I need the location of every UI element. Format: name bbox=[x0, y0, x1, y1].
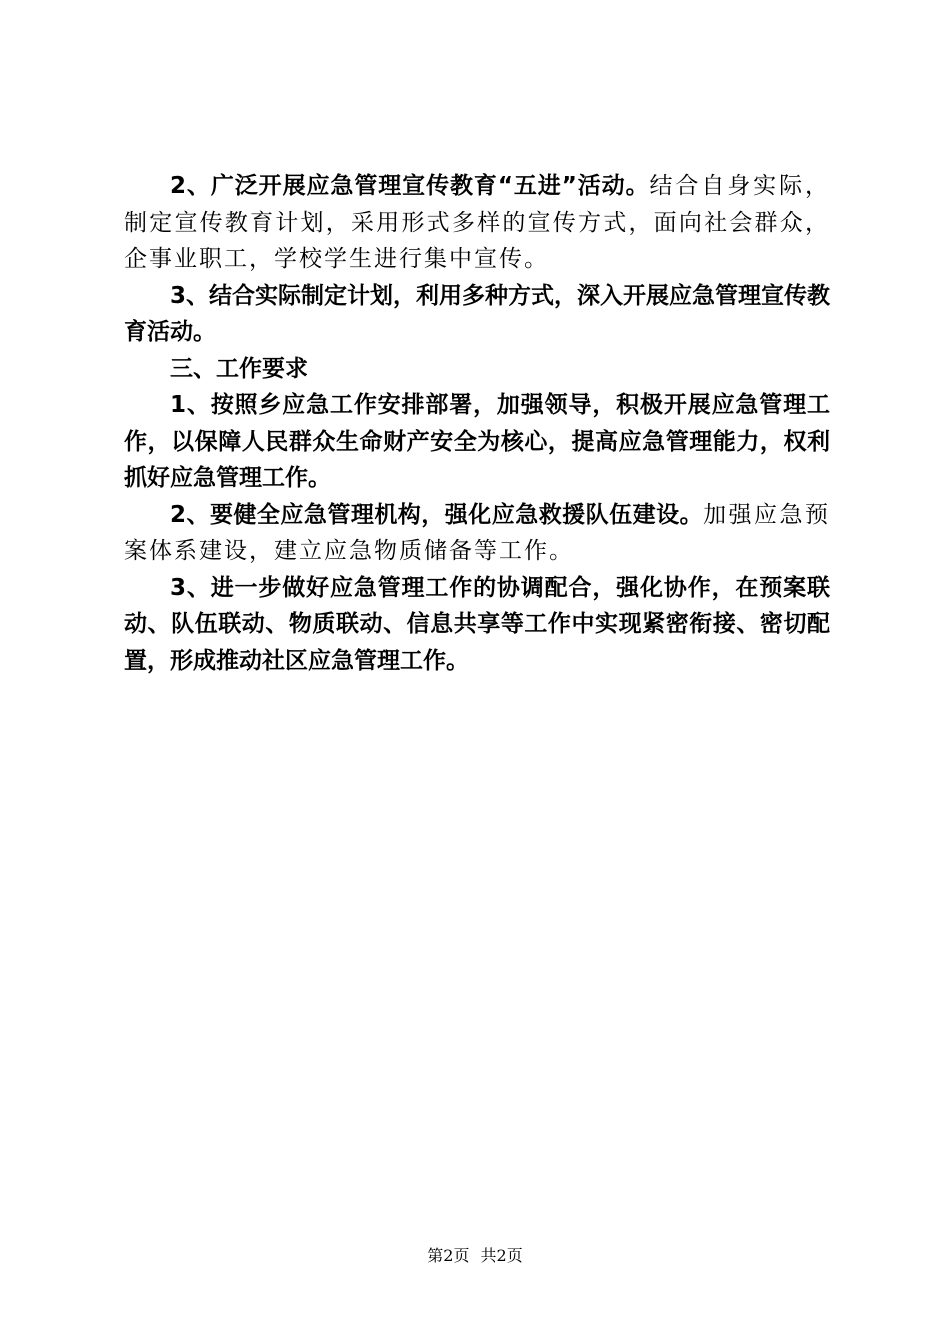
paragraph-bold-text: 2、要健全应急管理机构，强化应急救援队伍建设。 bbox=[170, 501, 704, 528]
page-footer bbox=[0, 1243, 950, 1266]
paragraph-requirement-2 bbox=[124, 497, 830, 570]
paragraph-bold-text: 3、结合实际制定计划，利用多种方式，深入开展应急管理宣传教育活动。 bbox=[124, 282, 831, 345]
paragraph-requirement-3 bbox=[124, 570, 830, 680]
paragraph-bold-text: 2、广泛开展应急管理宣传教育“五进”活动。 bbox=[170, 173, 650, 199]
paragraph-five-entries-activity bbox=[124, 168, 830, 278]
paragraph-light-text: 结合自身实际，制定宣传教育计划，采用形式多样的宣传方式，面向社会群众，企事业职工，学校学生进行集中宣传。 bbox=[124, 173, 831, 272]
section-heading-text: 三、工作要求 bbox=[170, 355, 308, 382]
paragraph-light-text: 加强应急预案体系建设，建立应急物质储备等工作。 bbox=[124, 501, 831, 564]
paragraph-bold-text: 1、按照乡应急工作安排部署，加强领导，积极开展应急管理工作，以保障人民群众生命财产安全为核心，提高应急管理能力，权利抓好应急管理工作。 bbox=[124, 392, 830, 491]
page-number-total: 共2页 bbox=[480, 1246, 523, 1265]
paragraph-bold-text: 3、进一步做好应急管理工作的协调配合，强化协作，在预案联动、队伍联动、物质联动、信息共享等工作中实现紧密衔接、密切配置，形成推动社区应急管理工作。 bbox=[124, 574, 830, 674]
document-body bbox=[124, 168, 830, 679]
page-number-current: 第2页 bbox=[427, 1246, 470, 1265]
section-heading-work-requirements bbox=[124, 351, 830, 388]
paragraph-requirement-1 bbox=[124, 387, 830, 497]
paragraph-plan-activities bbox=[124, 278, 830, 351]
